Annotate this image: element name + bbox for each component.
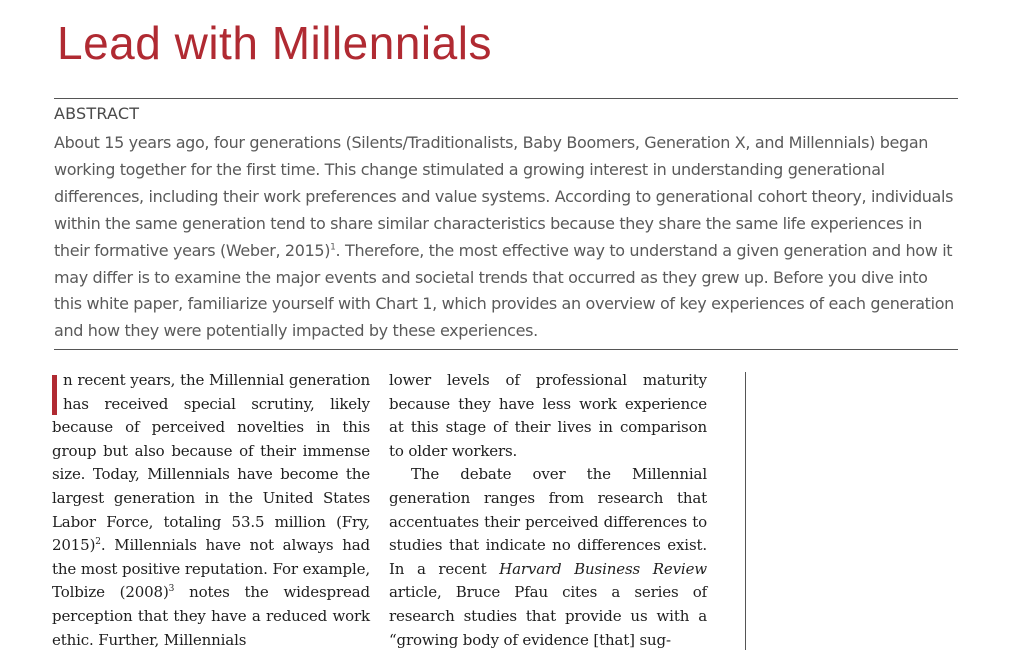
- abstract-heading: ABSTRACT: [54, 104, 140, 123]
- body-text: article, Bruce Pfau cites a series of research studies that provide us with a “growing body of evidence [that] sug-: [389, 583, 707, 649]
- body-paragraph: [52, 369, 370, 652]
- footnote-ref-2: 2: [95, 537, 101, 548]
- abstract-text-part-1: About 15 years ago, four generations (Silents/Traditionalists, Baby Boomers, Generation X, and Millennials) began working together for the first time. This change stimulated a growing interest in understanding generational differences, including their work preferences and value systems. According to generational cohort theory, individuals within the same generation tend to share similar characteristics because they share the same life experiences in their formative years (Weber, 2015): [54, 133, 954, 260]
- body-paragraph: lower levels of professional maturity because they have less work experience at this stage of their lives in comparison to older workers.: [389, 371, 707, 460]
- footnote-ref-1: 1: [330, 242, 336, 253]
- column-divider: [745, 372, 746, 650]
- drop-cap-bar: [52, 375, 57, 415]
- body-text: notes the widespread perception that they have a reduced work ethic. Further, Millennials: [52, 583, 370, 649]
- body-text: . Millennials have not always had the most positive reputation. For example, Tolbize (2008): [52, 536, 370, 602]
- body-column-2: [389, 369, 707, 652]
- body-text: The debate over the Millennial generation ranges from research that accentuates their perceived differences to studies that indicate no differences exist. In a recent: [389, 465, 707, 578]
- journal-title: Harvard Business Review: [499, 559, 707, 578]
- abstract-top-rule: [54, 98, 958, 99]
- abstract-text-part-2: . Therefore, the most effective way to understand a given generation and how it may differ is to examine the major events and societal trends that occurred as they grew up. Before you dive into this white paper, familiarize yourself with Chart 1, which provides an overview of key experiences of each generation and how they were potentially impacted by these experiences.: [54, 240, 954, 341]
- abstract-text: [54, 130, 960, 345]
- body-text: n recent years, the Millennial generation has received special scrutiny, likely because of perceived novelties in this group but also because of their immense size. Today, Millennials have become the largest generation in the United States Labor Force, totaling 53.5 million (Fry, 2015): [52, 371, 370, 555]
- abstract-bottom-rule: [54, 349, 958, 350]
- body-paragraph: [389, 463, 707, 652]
- footnote-ref-3: 3: [168, 584, 175, 595]
- body-column-1: [52, 369, 370, 652]
- page-title: Lead with Millennials: [57, 17, 492, 69]
